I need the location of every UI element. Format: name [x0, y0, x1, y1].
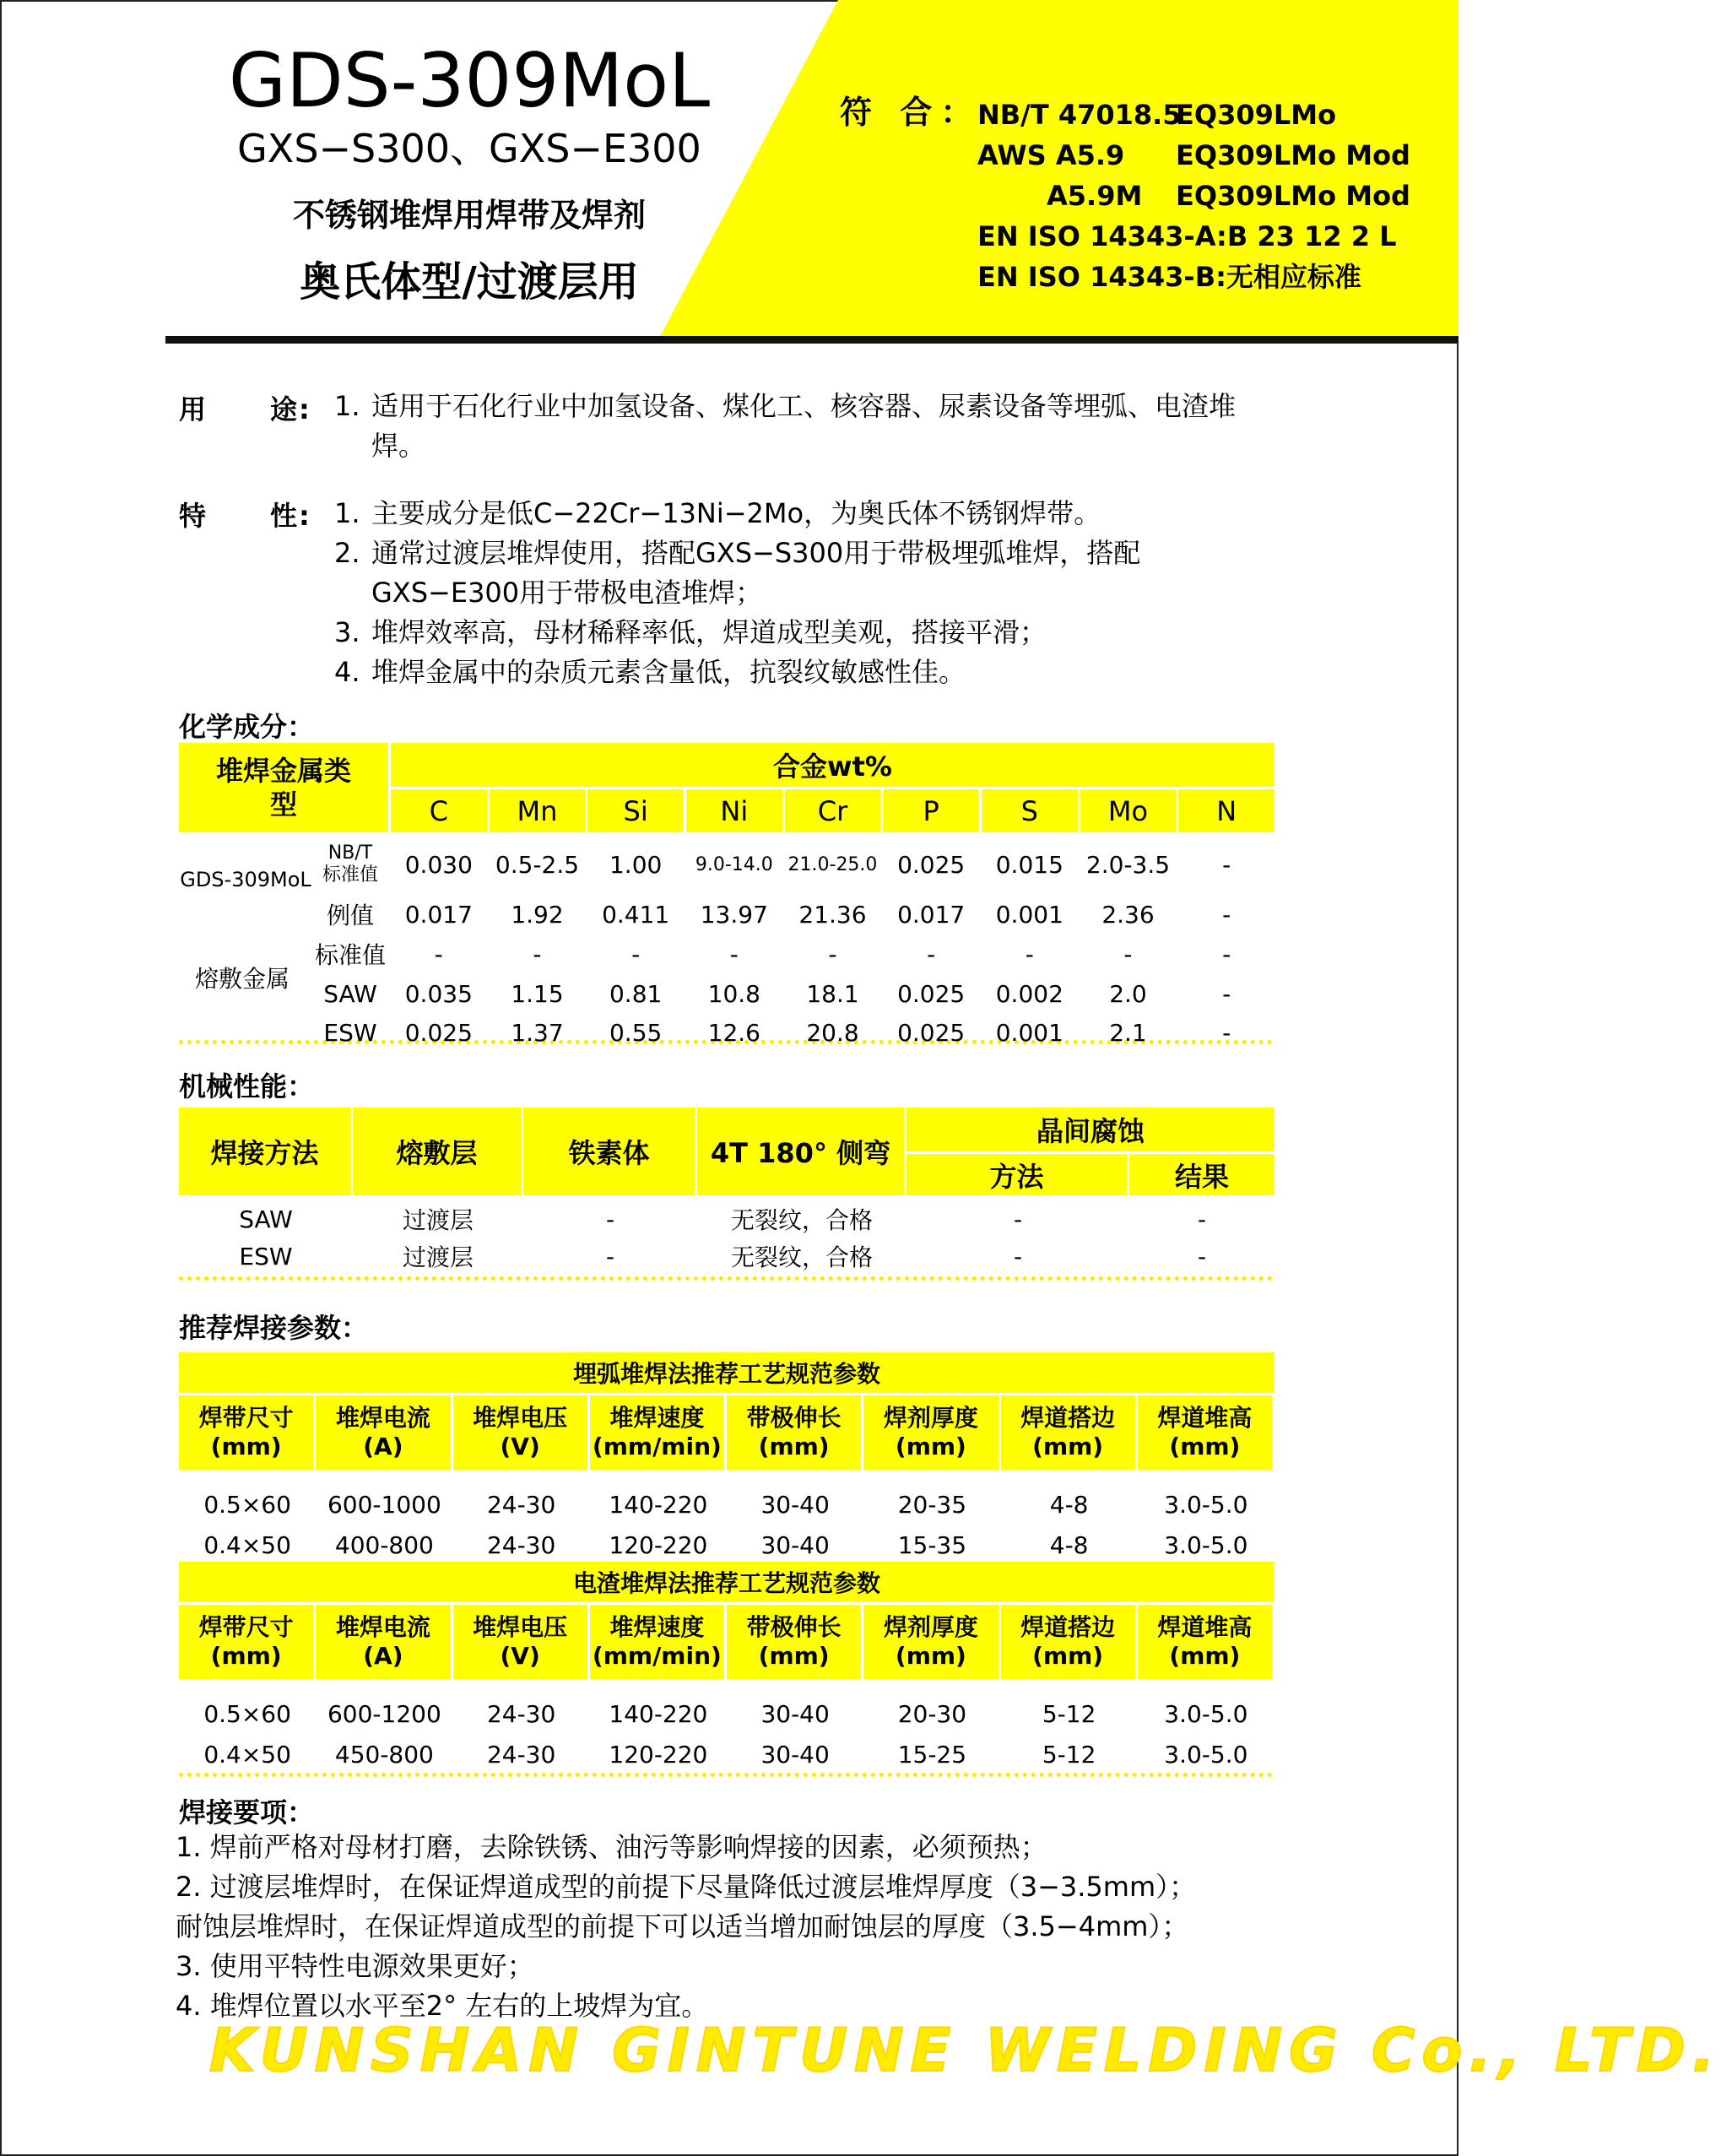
chem-value: 0.030	[404, 850, 473, 879]
params-header	[453, 1395, 587, 1470]
params-value: 30-40	[760, 1490, 830, 1519]
chem-value: 0.5-2.5	[495, 850, 580, 879]
params-value: 24-30	[486, 1699, 556, 1728]
params-header-label: 堆焊速度	[609, 1613, 705, 1641]
note-line: 1. 焊前严格对母材打磨，去除铁锈、油污等影响焊接的因素，必须预热；	[176, 1831, 1047, 1863]
params-block-title: 电渣堆焊法推荐工艺规范参数	[179, 1562, 1275, 1602]
list-item: 2. 通常过渡层堆焊使用，搭配GXS−S300用于带极埋弧堆焊，搭配GXS−E300用于带极电渣堆焊；	[334, 537, 1141, 609]
chem-value: -	[631, 940, 641, 968]
params-header-unit: (mm)	[210, 1642, 282, 1670]
chem-type-header: 堆焊金属类型	[179, 743, 388, 832]
chem-value: 9.0-14.0	[695, 853, 773, 875]
params-header-unit: (V)	[500, 1433, 540, 1460]
list-item: 1. 适用于石化行业中加氢设备、煤化工、核容器、尿素设备等埋弧、电渣堆焊。	[334, 390, 1237, 462]
params-value: 20-35	[897, 1490, 967, 1519]
chem-value: 1.00	[609, 850, 663, 879]
product-type: 不锈钢堆焊用焊带及焊剂	[292, 197, 646, 234]
params-value: 3.0-5.0	[1164, 1740, 1248, 1769]
params-value: 24-30	[486, 1740, 556, 1769]
chem-element-header: Si	[587, 789, 684, 832]
chem-value: -	[828, 940, 837, 968]
standard-row: EN ISO 14343-A:B 23 12 2 L	[977, 220, 1397, 252]
chem-value: 0.55	[609, 1018, 663, 1047]
chem-group-label: GDS-309MoL	[180, 868, 311, 891]
standards-list	[977, 95, 1410, 297]
usage-list	[334, 387, 1280, 466]
chem-value: -	[1222, 979, 1231, 1008]
chem-value: -	[1123, 940, 1133, 968]
params-value: 5-12	[1042, 1740, 1096, 1769]
mech-value: 无裂纹，合格	[730, 1243, 873, 1271]
standard-row: A5.9M EQ309LMo Mod	[1047, 180, 1410, 212]
params-header-unit: (mm)	[210, 1433, 282, 1460]
chem-value: 0.017	[897, 900, 966, 929]
mech-value: -	[605, 1242, 615, 1270]
chem-value: 10.8	[707, 979, 760, 1008]
notes-title: 焊接要项：	[179, 1796, 315, 1828]
params-header-label: 带极伸长	[746, 1613, 842, 1641]
chem-element-header: P	[883, 789, 979, 832]
params-header	[1001, 1395, 1135, 1470]
params-header	[316, 1395, 450, 1470]
chem-title: 化学成分：	[179, 711, 315, 743]
params-value: 600-1000	[327, 1490, 441, 1519]
mech-value: SAW	[239, 1205, 293, 1233]
chem-element-header: Mn	[490, 789, 586, 832]
params-header-label: 焊剂厚度	[883, 1613, 978, 1641]
params-header	[590, 1395, 724, 1470]
params-value: 3.0-5.0	[1164, 1530, 1248, 1559]
chem-value: -	[533, 940, 542, 968]
params-value: 24-30	[486, 1530, 556, 1559]
chem-value: 0.81	[609, 979, 663, 1008]
params-header	[727, 1395, 861, 1470]
chem-element-header: N	[1178, 789, 1275, 832]
application: 奥氏体型/过渡层用	[300, 258, 639, 306]
chem-value: 18.1	[806, 979, 859, 1008]
params-value: 5-12	[1042, 1699, 1096, 1728]
chem-value: -	[927, 940, 936, 968]
features-list	[334, 494, 1229, 692]
company-name: KUNSHAN GINTUNE WELDING Co., LTD.	[209, 2016, 1721, 2085]
params-header-unit: (mm)	[895, 1642, 966, 1670]
mech-header: 焊接方法	[179, 1108, 350, 1195]
params-header	[1001, 1605, 1135, 1679]
params-value: 20-30	[897, 1699, 967, 1728]
params-value: 0.4×50	[203, 1530, 291, 1559]
params-title: 推荐焊接参数：	[179, 1312, 369, 1344]
params-value: 15-25	[897, 1740, 967, 1769]
mech-header: 4T 180° 侧弯	[697, 1108, 904, 1195]
params-header-label: 焊带尺寸	[198, 1404, 294, 1432]
chem-group-label: 熔敷金属	[194, 965, 290, 993]
mech-value: -	[1013, 1205, 1023, 1233]
params-header-label: 堆焊电流	[335, 1404, 430, 1432]
mech-value: 过渡层	[402, 1206, 474, 1234]
params-header	[179, 1395, 313, 1470]
params-value: 140-220	[609, 1699, 708, 1728]
model-title: GDS-309MoL	[228, 37, 711, 124]
sub-models: GXS−S300、GXS−E300	[237, 126, 701, 171]
list-item: 1. 主要成分是低C−22Cr−13Ni−2Mo，为奥氏体不锈钢焊带。	[334, 497, 1101, 529]
mech-header: 熔敷层	[353, 1108, 521, 1195]
mech-header: 铁素体	[523, 1108, 695, 1195]
chem-value: 0.002	[995, 979, 1063, 1008]
notes-list	[176, 1828, 1196, 2026]
params-header	[1138, 1395, 1272, 1470]
chem-value: 1.37	[511, 1018, 564, 1047]
chem-value: 0.035	[404, 979, 473, 1008]
standard-row: EN ISO 14343-B:无相应标准	[977, 261, 1361, 293]
params-header	[453, 1605, 587, 1679]
params-header-label: 焊道堆高	[1157, 1613, 1253, 1641]
chem-value: 1.92	[511, 900, 564, 929]
dotted-divider	[179, 1773, 1273, 1777]
note-line: 4. 堆焊位置以水平至2° 左右的上坡焊为宜。	[176, 1990, 709, 2022]
params-header-unit: (mm)	[895, 1433, 966, 1460]
chem-element-header: Ni	[686, 789, 782, 832]
params-header-unit: (V)	[500, 1642, 540, 1670]
note-line: 2. 过渡层堆焊时，在保证焊道成型的前提下尽量降低过渡层堆焊厚度（3−3.5mm）；	[176, 1871, 1197, 1903]
params-header	[179, 1605, 313, 1679]
params-value: 24-30	[486, 1490, 556, 1519]
comply-label: 符 合：	[840, 94, 982, 131]
params-value: 0.4×50	[203, 1740, 291, 1769]
mech-ic-header: 晶间腐蚀	[907, 1108, 1275, 1151]
params-value: 120-220	[609, 1740, 708, 1769]
params-value: 15-35	[897, 1530, 967, 1559]
chem-row-sub: NB/T 标准值	[322, 842, 378, 886]
chem-value: 0.411	[602, 900, 670, 929]
params-header	[863, 1395, 998, 1470]
chem-value: 0.025	[404, 1018, 473, 1047]
params-header-unit: (mm)	[1169, 1642, 1241, 1670]
chem-row-sub: 例值	[326, 902, 374, 929]
params-header-label: 焊带尺寸	[198, 1613, 294, 1641]
chem-element-header: Cr	[785, 789, 881, 832]
chem-row-sub: ESW	[323, 1018, 377, 1047]
chem-value: 2.0	[1109, 979, 1147, 1008]
params-value: 4-8	[1049, 1530, 1089, 1559]
params-value: 0.5×60	[203, 1490, 291, 1519]
chem-value: 0.025	[897, 979, 966, 1008]
params-header-unit: (mm/min)	[592, 1642, 722, 1670]
chem-value: -	[729, 940, 739, 968]
params-header	[727, 1605, 861, 1679]
params-value: 3.0-5.0	[1164, 1699, 1248, 1728]
list-item: 4. 堆焊金属中的杂质元素含量低，抗裂纹敏感性佳。	[334, 656, 966, 688]
mech-ic-sub: 结果	[1129, 1154, 1275, 1195]
chem-value: 0.025	[897, 850, 966, 879]
params-value: 0.5×60	[203, 1699, 291, 1728]
params-header	[316, 1605, 450, 1679]
params-header-label: 堆焊电压	[473, 1404, 568, 1432]
usage-label: 用 途:	[179, 393, 311, 425]
params-value: 120-220	[609, 1530, 708, 1559]
params-value: 30-40	[760, 1530, 830, 1559]
params-value: 450-800	[334, 1740, 434, 1769]
params-block-title: 埋弧堆焊法推荐工艺规范参数	[179, 1352, 1275, 1393]
params-value: 600-1200	[327, 1699, 441, 1728]
chem-value: -	[1222, 940, 1231, 968]
params-header-label: 堆焊速度	[609, 1404, 705, 1432]
chem-value: 21.0-25.0	[787, 853, 878, 875]
chem-value: 20.8	[806, 1018, 859, 1047]
chem-row-sub: SAW	[323, 979, 377, 1008]
mech-value: -	[1197, 1242, 1207, 1270]
note-line: 耐蚀层堆焊时，在保证焊道成型的前提下可以适当增加耐蚀层的厚度（3.5−4mm）；	[176, 1910, 1189, 1942]
params-header-unit: (mm/min)	[592, 1433, 722, 1460]
params-header	[590, 1605, 724, 1679]
chem-value: 2.1	[1109, 1018, 1147, 1047]
chem-value: -	[434, 940, 443, 968]
params-header-label: 焊道搭边	[1020, 1613, 1116, 1641]
params-header	[863, 1605, 998, 1679]
params-header-label: 堆焊电压	[473, 1613, 568, 1641]
mech-value: 无裂纹，合格	[730, 1206, 873, 1234]
chem-element-header: S	[982, 789, 1078, 832]
params-value: 4-8	[1049, 1490, 1089, 1519]
chem-element-header: Mo	[1080, 789, 1177, 832]
chem-value: -	[1222, 850, 1231, 879]
params-header	[1138, 1605, 1272, 1679]
params-header-unit: (A)	[363, 1642, 403, 1670]
features-label: 特 性:	[179, 500, 311, 532]
chem-value: 0.001	[995, 900, 1063, 929]
chem-value: 1.15	[511, 979, 564, 1008]
chem-value: 2.36	[1101, 900, 1155, 929]
params-value: 400-800	[334, 1530, 434, 1559]
params-header-unit: (mm)	[1169, 1433, 1241, 1460]
chem-value: -	[1222, 900, 1231, 929]
mech-ic-sub: 方法	[907, 1154, 1127, 1195]
params-header-unit: (mm)	[758, 1642, 830, 1670]
params-value: 30-40	[760, 1699, 830, 1728]
header-rule	[165, 336, 1459, 344]
chem-value: 2.0-3.5	[1085, 850, 1171, 879]
params-header-unit: (mm)	[1032, 1433, 1104, 1460]
chem-alloy-header: 合金wt%	[391, 743, 1275, 787]
mech-title: 机械性能：	[179, 1070, 315, 1102]
list-item: 3. 堆焊效率高，母材稀释率低，焊道成型美观，搭接平滑；	[334, 616, 1047, 648]
params-header-label: 带极伸长	[746, 1404, 842, 1432]
params-value: 140-220	[609, 1490, 708, 1519]
params-header-unit: (A)	[363, 1433, 403, 1460]
params-header-unit: (mm)	[1032, 1642, 1104, 1670]
note-line: 3. 使用平特性电源效果更好；	[176, 1950, 534, 1982]
chem-value: 21.36	[798, 900, 867, 929]
mech-value: 过渡层	[402, 1243, 474, 1271]
params-header-label: 焊道堆高	[1157, 1404, 1253, 1432]
standard-row: AWS A5.9 EQ309LMo Mod	[977, 139, 1410, 171]
chem-value: 0.017	[404, 900, 473, 929]
params-header-unit: (mm)	[758, 1433, 830, 1460]
chem-value: -	[1025, 940, 1034, 968]
dotted-divider	[179, 1276, 1273, 1281]
mech-value: -	[605, 1205, 615, 1233]
mech-value: -	[1197, 1205, 1207, 1233]
chem-value: 13.97	[700, 900, 768, 929]
chem-value: 12.6	[707, 1018, 760, 1047]
chem-element-header: C	[391, 789, 487, 832]
chem-value: -	[1222, 1018, 1231, 1047]
mech-value: -	[1013, 1242, 1023, 1270]
params-header-label: 焊道搭边	[1020, 1404, 1116, 1432]
chem-value: 0.001	[995, 1018, 1063, 1047]
params-header-label: 焊剂厚度	[883, 1404, 978, 1432]
mech-value: ESW	[239, 1242, 293, 1270]
standard-row: NB/T 47018.5 EQ309LMo	[977, 99, 1337, 131]
chem-value: 0.015	[995, 850, 1063, 879]
params-value: 3.0-5.0	[1164, 1490, 1248, 1519]
params-header-label: 堆焊电流	[335, 1613, 430, 1641]
chem-value: 0.025	[897, 1018, 966, 1047]
chem-row-sub: 标准值	[314, 941, 386, 969]
params-value: 30-40	[760, 1740, 830, 1769]
